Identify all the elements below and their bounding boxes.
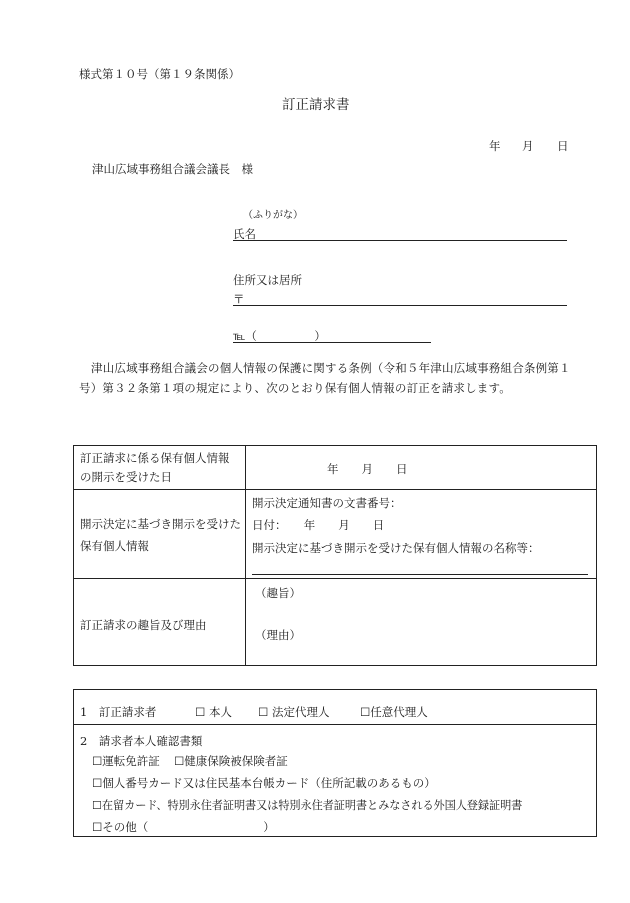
tel-label: ℡（ ） [233,329,326,343]
row2-label: 開示決定に基づき開示を受けた保有個人情報 [80,517,241,553]
row3-purpose[interactable]: （趣旨） [255,586,301,600]
checkbox-legal-representative[interactable]: ☐ 法定代理人 [258,705,330,719]
postal-mark: 〒 [233,292,245,306]
table-row-divider [73,578,597,579]
requester-type-label: 1 訂正請求者 [80,705,157,719]
date-month-label: 月 [522,139,534,153]
checkbox-mynumber-card[interactable]: ☐個人番号カード又は住民基本台帳カード（住所記載のあるもの） [92,776,436,790]
intro-text: 津山広域事務組合議会の個人情報の保護に関する条例（令和５年津山広域事務組合条例第１号）第３２条第１項の規定により、次のとおり保有個人情報の訂正を請求します。 [79,361,571,395]
row3-label: 訂正請求の趣旨及び理由 [80,618,207,632]
requester-divider [73,724,597,725]
row3-reason[interactable]: （理由） [255,628,301,642]
row2-doc-number[interactable]: 開示決定通知書の文書番号： [252,496,402,510]
address-field[interactable] [233,305,567,306]
checkbox-drivers-license[interactable]: ☐運転免許証 [92,754,160,768]
row2-info-name-field[interactable] [252,574,588,575]
row1-date-value[interactable]: 年 月 日 [327,462,408,476]
checkbox-residence-card[interactable]: ☐在留カード、特別永住者証明書又は特別永住者証明書とみなされる外国人登録証明書 [92,799,523,812]
furigana-label: （ふりがな） [243,210,303,221]
address-label: 住所又は居所 [233,273,302,287]
tel-field[interactable] [233,342,431,343]
page-title: 訂正請求書 [282,97,350,113]
checkbox-self[interactable]: ☐ 本人 [195,705,232,719]
id-docs-label: 2 請求者本人確認書類 [80,734,203,748]
name-label: 氏名 [233,227,256,241]
table-row-divider [73,489,597,490]
date-day-label: 日 [557,139,569,153]
checkbox-voluntary-representative[interactable]: ☐任意代理人 [360,705,428,719]
row1-label: 訂正請求に係る保有個人情報の開示を受けた日 [80,451,230,484]
name-field[interactable] [233,240,567,241]
addressee: 津山広域事務組合議会議長 様 [92,162,253,176]
date-year-label: 年 [489,139,501,153]
checkbox-other[interactable]: ☐その他（ ） [92,820,275,834]
row2-date[interactable]: 日付： 年 月 日 [252,518,385,532]
form-number: 様式第１０号（第１９条関係） [79,67,240,81]
row2-info-name[interactable]: 開示決定に基づき開示を受けた保有個人情報の名称等： [252,541,540,555]
checkbox-health-insurance[interactable]: ☐健康保険被保険者証 [174,754,288,768]
table-column-divider [245,445,246,666]
